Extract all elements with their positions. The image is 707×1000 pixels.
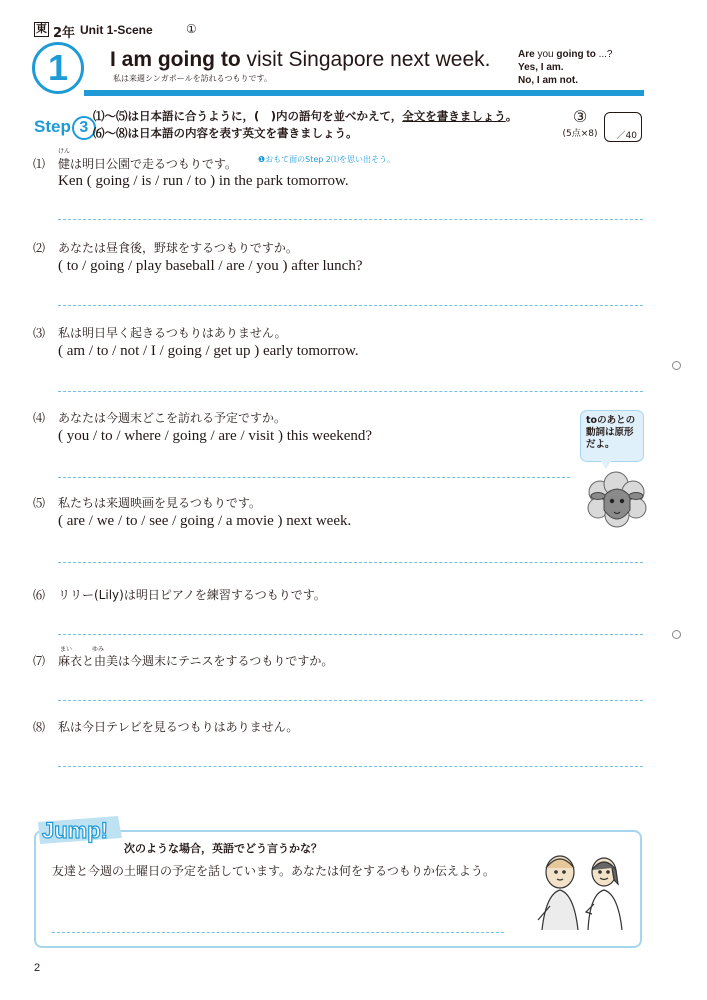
question-jp-6: リリー(Lily)は明日ピアノを練習するつもりです。 — [58, 588, 326, 602]
instruction-1-underlined: 全文を書きましょう — [402, 109, 506, 123]
question-jp-3: 私は明日早く起きるつもりはありません。 — [58, 326, 287, 340]
question-jp-5: 私たちは来週映画を見るつもりです。 — [58, 496, 261, 510]
answer-line-4[interactable] — [58, 477, 570, 478]
score-box[interactable]: ／40 — [604, 112, 642, 142]
score-note: (5点×8) — [562, 129, 598, 139]
instruction-line-1 — [93, 108, 517, 125]
ruby-ken: けん — [58, 148, 71, 155]
key-sentence-translation: 私は来週シンガポールを訪れるつもりです。 — [113, 74, 272, 83]
question-jp-4: あなたは今週末どこを訪れる予定ですか。 — [58, 411, 287, 425]
instruction-line-2: ⑹〜⑻は日本語の内容を表す英文を書きましょう。 — [93, 126, 358, 140]
question-en-4: ( you / to / where / going / are / visit ) this weekend? — [58, 428, 373, 444]
ruby-yumi: ゆみ — [92, 646, 105, 653]
sheep-mascot-icon — [586, 470, 648, 530]
qa-bold: Are — [518, 49, 535, 60]
qa-example — [518, 48, 613, 87]
qa-line-3: No, I am not. — [518, 75, 578, 86]
question-jp-1: 健は明日公園で走るつもりです。 — [58, 157, 237, 171]
qa-line-1 — [518, 48, 613, 61]
hint-bubble — [580, 410, 644, 462]
answer-line-7[interactable] — [58, 700, 643, 701]
question-jp-2: あなたは昼食後，野球をするつもりですか。 — [58, 241, 298, 255]
step-badge — [34, 116, 96, 140]
lesson-number-badge: 1 — [32, 42, 84, 94]
question-number-5: ⑸ — [33, 496, 46, 510]
step-instructions — [93, 108, 517, 142]
publisher-mark: 東 — [36, 22, 47, 35]
score-circle: ③ — [572, 107, 588, 126]
answer-line-6[interactable] — [58, 634, 643, 635]
question-en-2: ( to / going / play baseball / are / you ) after lunch? — [58, 258, 363, 274]
answer-line-1[interactable] — [58, 219, 643, 220]
question-jp-8: 私は今日テレビを見るつもりはありません。 — [58, 720, 299, 734]
step-number: 3 — [72, 116, 96, 140]
jump-prompt: 友達と今週の土曜日の予定を話しています。あなたは何をするつもりか伝えよう。 — [52, 864, 495, 878]
question-en-5: ( are / we / to / see / going / a movie ) next week. — [58, 513, 352, 529]
qa-mid: you — [534, 49, 557, 60]
students-talking-icon — [530, 850, 630, 930]
bubble-line-1: toのあとの — [586, 415, 636, 426]
instruction-1-post: 。 — [505, 109, 518, 123]
jump-answer-line[interactable] — [52, 932, 504, 933]
hint-note: ❶おもて面のStep 2⑴を思い出そう。 — [258, 155, 396, 164]
question-number-8: ⑻ — [33, 720, 46, 734]
question-number-1: ⑴ — [33, 157, 46, 171]
key-sentence-rest: visit Singapore next week. — [240, 48, 491, 71]
jump-question: 次のような場合，英語でどう言うかな？ — [124, 842, 322, 855]
punch-hole-bottom — [672, 630, 681, 639]
qa-line-2: Yes, I am. — [518, 62, 564, 73]
answer-line-8[interactable] — [58, 766, 643, 767]
answer-line-2[interactable] — [58, 305, 643, 306]
step-label: Step — [34, 117, 71, 136]
qa-bold-2: going to — [556, 49, 596, 60]
bubble-line-2: 動詞は原形 — [586, 427, 634, 438]
qa-rest: ...? — [595, 49, 613, 60]
question-en-3: ( am / to / not / I / going / get up ) early tomorrow. — [58, 343, 359, 359]
jump-title-text: Jump! — [42, 818, 108, 843]
question-jp-7: 麻衣と由美は今週末にテニスをするつもりですか。 — [58, 654, 334, 668]
question-number-7: ⑺ — [33, 654, 46, 668]
question-en-1: Ken ( going / is / run / to ) in the park tomorrow. — [58, 173, 349, 189]
question-number-2: ⑵ — [33, 241, 46, 255]
key-sentence-bold: I am going to — [110, 48, 241, 71]
question-number-6: ⑹ — [33, 588, 46, 602]
bubble-line-3: だよ。 — [586, 439, 615, 450]
answer-line-3[interactable] — [58, 391, 643, 392]
key-sentence — [110, 48, 490, 72]
question-number-4: ⑷ — [33, 411, 46, 425]
page-number: 2 — [34, 962, 41, 974]
instruction-1-pre: ⑴〜⑸は日本語に合うように，( )内の語句を並べかえて， — [93, 109, 403, 123]
punch-hole-top — [672, 361, 681, 370]
jump-title-badge — [34, 812, 126, 846]
unit-label: Unit 1-Scene — [80, 23, 153, 37]
header-rule — [84, 90, 644, 96]
scene-number: ① — [186, 22, 197, 36]
grade-label: 2年 — [53, 26, 76, 41]
question-number-3: ⑶ — [33, 326, 46, 340]
answer-line-5[interactable] — [58, 562, 643, 563]
score-label — [560, 108, 600, 139]
ruby-mai: まい — [60, 646, 73, 653]
